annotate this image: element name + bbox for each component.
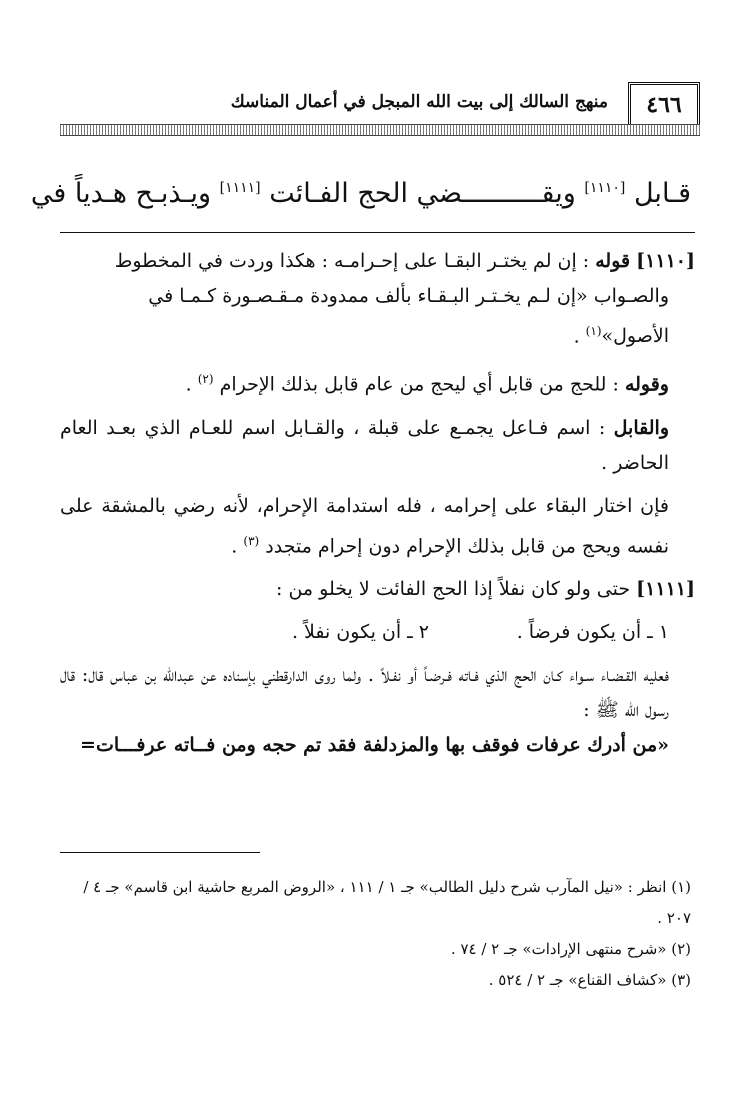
comment-heading: والقابل [613, 416, 669, 439]
comment-end: . [573, 325, 580, 348]
comment-paragraph-6 [60, 658, 695, 763]
comment-text: فعليه القـضـاء سـواء كـان الحج الذي فـاته فـرضـاً أو نفـلاً . ولما روى الدارقطني بإسناده عن عبدالله بن عباس قال: قال رسول الله ﷺ : [60, 663, 669, 721]
commentary [60, 244, 695, 771]
comment-heading: وقوله [624, 373, 669, 396]
option-2: ٢ ـ أن يكون نفلاً . [291, 620, 429, 643]
comment-end: . [185, 373, 192, 396]
comment-paragraph-3 [60, 411, 695, 481]
options-row [60, 615, 695, 650]
comment-text: : للحج من قابل أي ليحج من عام قابل بذلك الإحرام [219, 373, 619, 396]
main-text-line [30, 166, 691, 216]
footnote-1: (١) انظر : «نيل المآرب شرح دليل الطالب» جـ ١ / ١١١ ، «الروض المربع حاشية ابن قاسم» جـ ٤ / ٢٠٧ . [83, 878, 691, 927]
footnotes [64, 872, 691, 996]
footnote-2: (٢) «شرح منتهى الإرادات» جـ ٢ / ٧٤ . [450, 940, 691, 958]
ref-1110: [١١١٠] [584, 180, 626, 196]
comment-number: [١١١٠] [636, 250, 695, 272]
comment-end: . [231, 534, 238, 557]
comment-text: : اسم فـاعل يجمـع على قبلة ، والقـابل اسم للعـام الذي بعـد العام الحاضر . [60, 416, 669, 474]
footnote-3: (٣) «كشاف القناع» جـ ٢ / ٥٢٤ . [488, 971, 691, 989]
header-rule [60, 124, 700, 136]
running-title: منهج السالك إلى بيت الله المبجل في أعمال المناسك [230, 92, 608, 112]
comment-heading: قوله [595, 250, 631, 272]
comment-1110 [60, 244, 695, 354]
main-word-3: ويـذبـح هـدياً في [30, 178, 212, 209]
page-number: ٤٦٦ [628, 82, 700, 125]
footnote-divider [60, 852, 260, 853]
footnote-ref-1[interactable]: (١) [585, 324, 602, 338]
main-divider [60, 232, 695, 233]
comment-text-line3: الأصول» [601, 325, 669, 348]
comment-text-line2: والصـواب «إن لـم يخـتـر البـقـاء بألف ممدودة مـقـصـورة كـمـا في [148, 285, 669, 307]
comment-number: [١١١١] [636, 577, 695, 600]
ref-1111: [١١١١] [219, 180, 261, 196]
option-1: ١ ـ أن يكون فرضاً . [516, 620, 669, 643]
comment-text: حتى ولو كان نفلاً إذا الحج الفائت لا يخلو من : [276, 577, 631, 600]
comment-1111 [60, 572, 695, 607]
main-word-1: قـابل [633, 178, 691, 209]
comment-paragraph-2 [60, 362, 695, 402]
comment-paragraph-4 [60, 489, 695, 564]
main-word-2: ويقــــــــــضي الحج الفـائت [269, 178, 576, 209]
page-header [60, 82, 700, 138]
comment-text: : إن لم يختـر البقـا على إحـرامـه : هكذا وردت في المخطوط [114, 250, 590, 272]
comment-text: فإن اختار البقاء على إحرامه ، فله استدامة الإحرام، لأنه رضي بالمشقة على نفسه ويحج من قابل بذلك الإحرام دون إحرام متجدد [60, 494, 669, 557]
footnote-ref-3[interactable]: (٣) [243, 533, 260, 548]
footnote-ref-2[interactable]: (٢) [197, 372, 214, 387]
hadith-quote: «من أدرك عرفات فوقف بها والمزدلفة فقد تم حجه ومن فــاته عرفـــات= [80, 733, 669, 756]
